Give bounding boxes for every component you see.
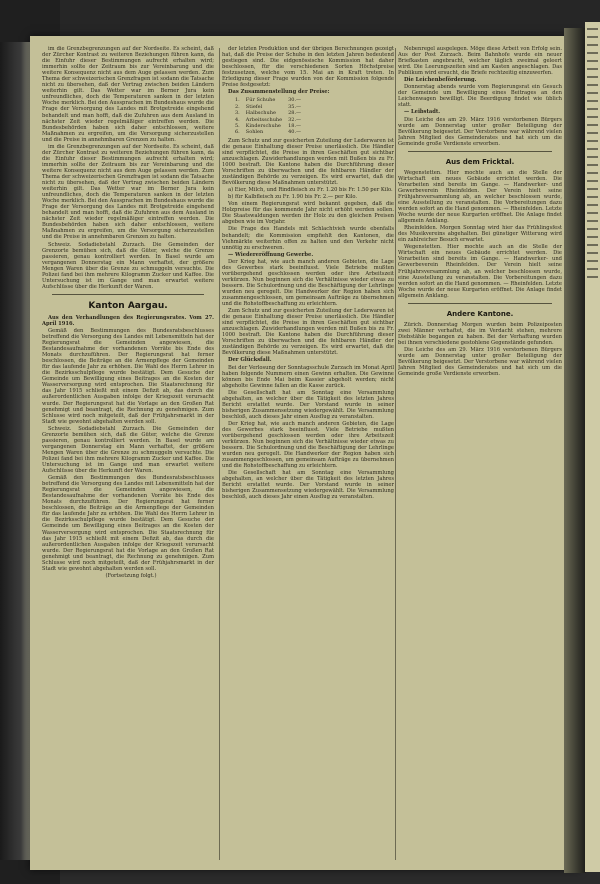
article-text: Die Frage des Handels mit Schlachtvieh wurde ebenfalls behandelt; die Kommission empfiehlt den Kantonen, die Viehmärkte weiterhin offen zu halten und den Verkehr nicht unnötig zu erschweren. <box>222 226 394 251</box>
book-binding <box>0 42 30 860</box>
article-text: Zum Schutz und zur gesicherten Zuteilung der Lederwaren ist die genaue Einhaltung dieser Preise unerlässlich. Die Händler sind verpflichtet, die Preise in ihren Geschäften gut sichtbar anzuschlagen. Zuwiderhandlungen werden mit Bußen bis zu Fr. 1000 bestraft. Die Kantone haben die Durchführung dieser Vorschriften zu überwachen und die fehlbaren Händler der zuständigen Behörde zu verzeigen. Es wird erwartet, daß die Bevölkerung diese Maßnahmen unterstützt. <box>222 137 394 187</box>
page-gutter <box>564 28 586 873</box>
article-text: Der Krieg hat, wie auch manch anderen Gebieten, die Lage des Gewerbes stark beeinflusst. Viele Betriebe mußten vorübergehend geschlossen werden oder ihre Arbeitszeit verkürzen. Nun beginnen sich die Verhältnisse wieder etwas zu bessern. Die Schulordnung und die Beschäftigung der Lehrlinge wurden neu geregelt. Die Handwerker der Region haben sich zusammengeschlossen, um gemeinsam Aufträge zu übernehmen und die Rohstoffbeschaffung zu erleichtern. <box>222 258 394 308</box>
article-text: Von einem Regierungsrat wird bekannt gegeben, daß die Holzpreise für das kommende Jahr nicht erhöht werden sollen. Die Staatswaldungen werden ihr Holz zu den gleichen Preisen abgeben wie im Vorjahr. <box>222 201 394 226</box>
article-text: Gemäß den Bestimmungen des Bundesratsbeschlusses betreffend die Versorgung des Landes mit Lebensmitteln hat der Regierungsrat die Gemeinden angewiesen, die Bestandesaufnahme der vorhandenen Vorräte bis Ende des Monats durchzuführen. Der Regierungsrat hat ferner beschlossen, die Beiträge an die Armenpflege der Gemeinden für das laufende Jahr zu erhöhen. Die Wahl des Herrn Lehrer in die Bezirksschulpflege wurde bestätigt. Dem Gesuche der Gemeinde um Bewilligung eines Beitrages an die Kosten der Wasserversorgung wird entsprochen. Die Staatsrechnung für das Jahr 1915 schließt mit einem Defizit ab, das durch die außerordentlichen Ausgaben infolge der Kriegszeit verursacht wurde. Der Regierungsrat hat die Vorlage an den Großen Rat genehmigt und beantragt, die Rechnung zu genehmigen. Zum Schlusse wird noch mitgeteilt, daß der Frühjahrsmarkt in der Stadt wie gewohnt abgehalten werden soll. <box>42 327 214 425</box>
article-text: Der Krieg hat, wie auch manch anderen Gebieten, die Lage des Gewerbes stark beeinflusst. Viele Betriebe mußten vorübergehend geschlossen werden oder ihre Arbeitszeit verkürzen. Nun beginnen sich die Verhältnisse wieder etwas zu bessern. Die Schulordnung und die Beschäftigung der Lehrlinge wurden neu geregelt. Die Handwerker der Region haben sich zusammengeschlossen, um gemeinsam Aufträge zu übernehmen und die Rohstoffbeschaffung zu erleichtern. <box>222 420 394 470</box>
article-subheading: Aus den Verhandlungen des Regierungsrates. Vom 27. April 1916. <box>42 314 214 327</box>
article-subheading: — Wiedereröffnung Gewerbe. <box>228 251 314 258</box>
article-text: Donnerstag abends wurde vom Regierungsrat ein Gesuch der Gemeinde um Bewilligung eines Beitrages an den Leichenwagen bewilligt. Die Beerdigung findet wie üblich statt. <box>398 84 562 109</box>
article-text: Bei der Verlosung der Sonntagsschule Zurzach im Monat April haben folgende Nummern einen Gewinn erhalten. Die Gewinne können bis Ende Mai beim Kassier abgeholt werden; nicht abgeholte Gewinne fallen an die Kasse zurück. <box>222 364 394 389</box>
section-divider <box>408 151 552 152</box>
article-text: Die Gesellschaft hat am Sonntag eine Versammlung abgehalten, an welcher über die Tätigkeit des letzten Jahres Bericht erstattet wurde. Der Vorstand wurde in seiner bisherigen Zusammensetzung wiedergewählt. Die Versammlung beschloß, auch dieses Jahr einen Ausflug zu veranstalten. <box>222 389 394 420</box>
article-subheading: Der Glücksfall. <box>228 357 272 364</box>
continuation-note: (Fortsetzung folgt.) <box>105 572 157 579</box>
section-heading: Andere Kantone. <box>446 309 514 318</box>
column-3 <box>398 46 562 864</box>
column-2 <box>222 46 394 864</box>
article-text: im die Grenzbegrenzungen auf der Nordseite. Es scheint, daß der Zürcher Kontrast zu weiteren Beziehungen führen kann, da die Einfuhr dieser Bestimmungen aufrecht erhalten wird; immerhin sollte der Zeitraum bis zur Vereinbarung und die weitere Konsequenz nicht aus dem Auge gelassen werden. Zum Thema der schweizerischen Grenzfragen ist sodann die Tatsache nicht zu übersehen, daß der Vertrag zwischen beiden Ländern weiterhin gilt. Das Wetter war im Berner Jura kein unfreundliches, doch die Temperaturen sanken in der letzten Woche merklich. Bei den Aussprachen im Bundeshaus wurde die Frage der Versorgung des Landes mit Brotgetreide eingehend behandelt und man hofft, daß die Zufuhren aus dem Ausland in nächster Zeit wieder regelmäßiger eintreffen werden. Die Bundesbehörden haben sich daher entschlossen, weitere Maßnahmen zu ergreifen, um die Versorgung sicherzustellen und die Preise in annehmbaren Grenzen zu halten. <box>42 46 214 143</box>
article-text: Gemäß den Bestimmungen des Bundesratsbeschlusses betreffend die Versorgung des Landes mit Lebensmitteln hat der Regierungsrat die Gemeinden angewiesen, die Bestandesaufnahme der vorhandenen Vorräte bis Ende des Monats durchzuführen. Der Regierungsrat hat ferner beschlossen, die Beiträge an die Armenpflege der Gemeinden für das laufende Jahr zu erhöhen. Die Wahl des Herrn Lehrer in die Bezirksschulpflege wurde bestätigt. Dem Gesuche der Gemeinde um Bewilligung eines Beitrages an die Kosten der Wasserversorgung wird entsprochen. Die Staatsrechnung für das Jahr 1915 schließt mit einem Defizit ab, das durch die außerordentlichen Ausgaben infolge der Kriegszeit verursacht wurde. Der Regierungsrat hat die Vorlage an den Großen Rat genehmigt und beantragt, die Rechnung zu genehmigen. Zum Schlusse wird noch mitgeteilt, daß der Frühjahrsmarkt in der Stadt wie gewohnt abgehalten werden soll. <box>42 475 214 572</box>
article-text: Nebenregel ausgelegen. Möge diese Arbeit von Erfolg sein. Aus der Post Zurzach. Beim Bahnhofe wurde ein neuer Briefkasten angebracht, welcher täglich zweimal geleert wird. Die Leerungszeiten sind am Kasten angeschlagen. Das Publikum wird ersucht, die Briefe rechtzeitig einzuwerfen. <box>398 46 562 77</box>
article-text: Zürich. Donnerstag Morgen wurden beim Polizeiposten zwei Männer verhaftet, die im Verdacht stehen, mehrere Diebstähle begangen zu haben. Bei der Verhaftung wurden bei ihnen verschiedene gestohlene Gegenstände gefunden. <box>398 321 562 346</box>
section-heading: Kanton Aargau. <box>88 300 168 311</box>
table-row: 1. Für Schuhe 30.— <box>235 97 302 104</box>
article-subheading: Die Leichenbeförderung. <box>404 77 477 84</box>
article-text: Die Leiche des am 29. März 1916 verstorbenen Bürgers wurde am Donnerstag unter großer Beteiligung der Bevölkerung beigesetzt. Der Verstorbene war während vielen Jahren Mitglied des Gemeinderates und hat sich um die Gemeinde große Verdienste erworben. <box>398 116 562 147</box>
scan-background-top <box>0 0 600 36</box>
price-line: a) Eier, Milch, und Rindfleisch zu Fr. 1.20 bis Fr. 1.50 per Kilo. <box>228 187 393 194</box>
section-divider <box>408 303 552 304</box>
article-text: Wegenstetten. Hier mochte auch an die Stelle der Wirtschaft ein neues Gebäude errichtet werden. Die Vorarbeiten sind bereits im Gange. — Handwerker- und Gewerbeverein Rheinfelden. Der Verein hielt seine Frühjahrsversammlung ab, an welcher beschlossen wurde, eine Ausstellung zu veranstalten. Die Vorbereitungen dazu werden sofort an die Hand genommen. — Rheinfelden. Letzte Woche wurde der neue Kurgarten eröffnet. Die Anlage findet allgemein Anklang. <box>398 244 562 299</box>
table-row: 4. Arbeitsschuhe 32.— <box>235 116 302 123</box>
section-divider <box>52 294 204 295</box>
column-rule <box>219 48 220 860</box>
article-subheading: — Leibstadt. <box>404 109 441 116</box>
price-table <box>232 97 304 135</box>
section-heading: Aus dem Fricktal. <box>445 157 515 166</box>
rates-title: Das Zusammenstellung der Preise: <box>228 89 330 96</box>
table-row: 3. Halbschuhe 28.— <box>235 110 302 117</box>
article-text: Schweiz. Sodadiebstahl Zurzach. Die Gemeinden der Grenzorte bemühen sich, daß die Güter, welche die Grenze passieren, genau kontrolliert werden. In Basel wurde am vergangenen Donnerstag ein Mann verhaftet, der größere Mengen Waren über die Grenze zu schmuggeln versuchte. Die Polizei fand bei ihm mehrere Kilogramm Zucker und Kaffee. Die Untersuchung ist im Gange und man erwartet weitere Aufschlüsse über die Herkunft der Waren. <box>42 241 214 290</box>
article-text: Die Gesellschaft hat am Sonntag eine Versammlung abgehalten, an welcher über die Tätigkeit des letzten Jahres Bericht erstattet wurde. Der Vorstand wurde in seiner bisherigen Zusammensetzung wiedergewählt. Die Versammlung beschloß, auch dieses Jahr einen Ausflug zu veranstalten. <box>222 470 394 501</box>
table-row: 6. Sohlen 40.— <box>235 129 302 136</box>
article-text: Wegenstetten. Hier mochte auch an die Stelle der Wirtschaft ein neues Gebäude errichtet werden. Die Vorarbeiten sind bereits im Gange. — Handwerker- und Gewerbeverein Rheinfelden. Der Verein hielt seine Frühjahrsversammlung ab, an welcher beschlossen wurde, eine Ausstellung zu veranstalten. Die Vorbereitungen dazu werden sofort an die Hand genommen. — Rheinfelden. Letzte Woche wurde der neue Kurgarten eröffnet. Die Anlage findet allgemein Anklang. <box>398 169 562 225</box>
column-1 <box>42 46 214 864</box>
article-text: Zum Schutz und zur gesicherten Zuteilung der Lederwaren ist die genaue Einhaltung dieser Preise unerlässlich. Die Händler sind verpflichtet, die Preise in ihren Geschäften gut sichtbar anzuschlagen. Zuwiderhandlungen werden mit Bußen bis zu Fr. 1000 bestraft. Die Kantone haben die Durchführung dieser Vorschriften zu überwachen und die fehlbaren Händler der zuständigen Behörde zu verzeigen. Es wird erwartet, daß die Bevölkerung diese Maßnahmen unterstützt. <box>222 308 394 357</box>
next-page-edge <box>585 22 600 872</box>
article-text: Die Leiche des am 29. März 1916 verstorbenen Bürgers wurde am Donnerstag unter großer Beteiligung der Bevölkerung beigesetzt. Der Verstorbene war während vielen Jahren Mitglied des Gemeinderates und hat sich um die Gemeinde große Verdienste erworben. <box>398 346 562 378</box>
column-rule <box>395 48 396 860</box>
table-row: 2. Stiefel 35.— <box>235 103 302 110</box>
table-row: 5. Kinderschuhe 18.— <box>235 123 302 129</box>
article-text: Schweiz. Sodadiebstahl Zurzach. Die Gemeinden der Grenzorte bemühen sich, daß die Güter, welche die Grenze passieren, genau kontrolliert werden. In Basel wurde am vergangenen Donnerstag ein Mann verhaftet, der größere Mengen Waren über die Grenze zu schmuggeln versuchte. Die Polizei fand bei ihm mehrere Kilogramm Zucker und Kaffee. Die Untersuchung ist im Gange und man erwartet weitere Aufschlüsse über die Herkunft der Waren. <box>42 425 214 475</box>
article-text: im die Grenzbegrenzungen auf der Nordseite. Es scheint, daß der Zürcher Kontrast zu weiteren Beziehungen führen kann, da die Einfuhr dieser Bestimmungen aufrecht erhalten wird; immerhin sollte der Zeitraum bis zur Vereinbarung und die weitere Konsequenz nicht aus dem Auge gelassen werden. Zum Thema der schweizerischen Grenzfragen ist sodann die Tatsache nicht zu übersehen, daß der Vertrag zwischen beiden Ländern weiterhin gilt. Das Wetter war im Berner Jura kein unfreundliches, doch die Temperaturen sanken in der letzten Woche merklich. Bei den Aussprachen im Bundeshaus wurde die Frage der Versorgung des Landes mit Brotgetreide eingehend behandelt und man hofft, daß die Zufuhren aus dem Ausland in nächster Zeit wieder regelmäßiger eintreffen werden. Die Bundesbehörden haben sich daher entschlossen, weitere Maßnahmen zu ergreifen, um die Versorgung sicherzustellen und die Preise in annehmbaren Grenzen zu halten. <box>42 143 214 241</box>
article-text: Rheinfelden. Morgen Sonntag wird hier das Frühlingsfest des Musikvereins abgehalten. Bei günstiger Witterung wird ein zahlreicher Besuch erwartet. <box>398 225 562 244</box>
article-text: der letzten Produktion und der übrigen Berechnungen gezeigt hat, daß die Preise der Schuhe in den letzten Jahren bedeutend gestiegen sind. Die eidgenössische Kommission hat daher beschlossen, für die verschiedenen Sorten Höchstpreise festzusetzen, welche vom 15. Mai an in Kraft treten. In Erledigung dieser Frage wurden von der Kommission folgende Preise festgesetzt: <box>222 46 394 89</box>
price-line: b) für Kalbfleisch zu Fr. 1.90 bis Fr. 2.— per Kilo. <box>228 194 358 201</box>
